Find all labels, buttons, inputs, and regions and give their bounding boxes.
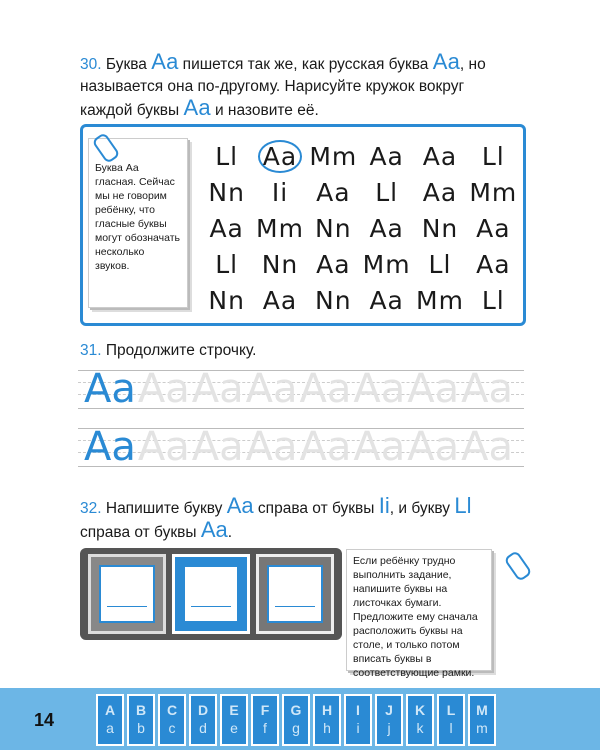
trace-letter: Aa [245,424,298,470]
teacher-note-30-text: Буква Аа гласная. Сейчас мы не говорим ребёнку, что гласные буквы могут обозначать несколько звуков. [95,162,181,272]
alphabet-tile: K k [406,694,434,746]
exercise-31-instruction [80,340,256,362]
ex32-letter-3: Ll [454,493,472,518]
ex31-text: Продолжите строчку. [101,342,257,359]
trace-letter: Aa [353,366,406,412]
trace-letter: Aa [353,424,406,470]
alphabet-tile: A a [96,694,124,746]
trace-letter: Aa [461,424,513,470]
alphabet-tile: H h [313,694,341,746]
exercise-30-number: 30. [80,56,102,73]
grid-letter[interactable]: Aa [369,213,404,243]
grid-letter[interactable]: Nn [208,177,245,207]
grid-letter[interactable]: Aa [369,285,404,315]
grid-letter[interactable]: Nn [208,285,245,315]
grid-letter[interactable]: Nn [315,213,352,243]
grid-letter[interactable]: Aa [476,249,511,279]
grid-letter[interactable]: Aa [262,285,298,315]
ex30-line-3a: каждой буквы [80,102,184,119]
grid-letter[interactable]: Mm [416,285,464,315]
trace-letter: Aa [407,424,460,470]
trace-letter: Aa [299,424,352,470]
grid-letter[interactable]: Aa [209,213,244,243]
letter-frames [80,548,342,640]
ex30-text-1: Буква [101,56,152,73]
teacher-note-32 [346,549,492,679]
ex32-text-3: , и букву [389,500,455,517]
frame-1[interactable] [88,554,166,634]
grid-row [200,282,520,318]
alphabet-tile: G g [282,694,310,746]
trace-letter: Aa [137,424,190,470]
alphabet-tile: I i [344,694,372,746]
exercise-30-instruction [80,49,540,122]
grid-letter[interactable]: Aa [422,177,458,207]
exercise-32-instruction [80,493,540,544]
grid-letter[interactable]: Ll [481,141,505,171]
grid-letter[interactable]: Ll [215,249,239,279]
ex30-letter-1: Аа [151,49,179,74]
alphabet-tile: F f [251,694,279,746]
frame-3[interactable] [256,554,334,634]
page-number: 14 [34,710,55,730]
trace-letter: Aa [299,366,352,412]
ex32-letter-1: Aa [226,493,254,518]
grid-letter[interactable]: Nn [261,249,299,279]
ex32-text-1: Напишите букву [101,500,227,517]
exercise-31-number: 31. [80,342,102,359]
grid-letter[interactable]: Ll [215,141,239,171]
ex32-letter-4: Aa [200,517,228,542]
exercise-32-number: 32. [80,500,102,517]
grid-letter[interactable]: Aa [422,141,458,171]
grid-letter[interactable]: Mm [469,177,518,207]
paperclip-icon-2 [503,550,532,582]
ex32-text-5: . [227,524,233,541]
alphabet-tile: D d [189,694,217,746]
grid-letter[interactable]: Mm [362,249,411,279]
teacher-note-32-text: Если ребёнку трудно выполнить задание, напишите буквы на листочках бумаги. Предложите ему сначала расположить буквы на столе, и только потом вписать буквы в соответствующие рамки. [353,555,478,679]
alphabet-tile: J j [375,694,403,746]
grid-letter[interactable]: Ll [428,249,452,279]
grid-letter[interactable]: Aa [316,177,351,207]
grid-row [200,174,520,210]
grid-letter[interactable]: Mm [256,213,304,243]
trace-letter: Aa [137,366,190,412]
ex30-text-3: , но [459,56,486,73]
grid-letter[interactable]: Aa [476,213,511,243]
sample-letter: Aa [84,424,136,470]
sample-letter: Aa [84,366,136,412]
trace-letter: Aa [191,366,244,412]
grid-letter[interactable]: Ii [271,177,289,207]
grid-letter[interactable]: Aa [316,249,351,279]
ex30-line-3b: и назовите её. [210,102,319,119]
grid-letter[interactable]: Aa [253,140,306,173]
ex30-line-2: называется она по-другому. Нарисуйте кружок вокруг [80,78,465,95]
trace-letter: Aa [461,366,513,412]
letter-grid [200,138,520,318]
alphabet-tile: M m [468,694,496,746]
ex30-letter-3: Аа [183,95,211,120]
grid-row [200,138,520,174]
grid-letter[interactable]: Ll [481,285,505,315]
grid-letter[interactable]: Nn [421,213,459,243]
alphabet-tile: B b [127,694,155,746]
ex32-text-4: справа от буквы [80,524,201,541]
ex30-text-2: пишется так же, как русская буква [178,56,433,73]
grid-letter[interactable]: Aa [369,141,404,171]
trace-letter: Aa [407,366,460,412]
grid-letter[interactable]: Ll [375,177,399,207]
trace-row-1 [84,366,513,412]
grid-letter[interactable]: Mm [309,141,358,171]
ex32-text-2: справа от буквы [253,500,379,517]
ex30-letter-2: Аа [432,49,460,74]
frame-2[interactable] [172,554,250,634]
alphabet-tile: L l [437,694,465,746]
alphabet-tile: E e [220,694,248,746]
grid-row [200,246,520,282]
teacher-note-30 [88,138,188,308]
trace-letter: Aa [245,366,298,412]
alphabet-tile: C c [158,694,186,746]
trace-row-2 [84,424,513,470]
grid-letter[interactable]: Nn [315,285,352,315]
alphabet-strip [96,694,496,746]
trace-letter: Aa [191,424,244,470]
grid-row [200,210,520,246]
ex32-letter-2: Ii [378,493,390,518]
